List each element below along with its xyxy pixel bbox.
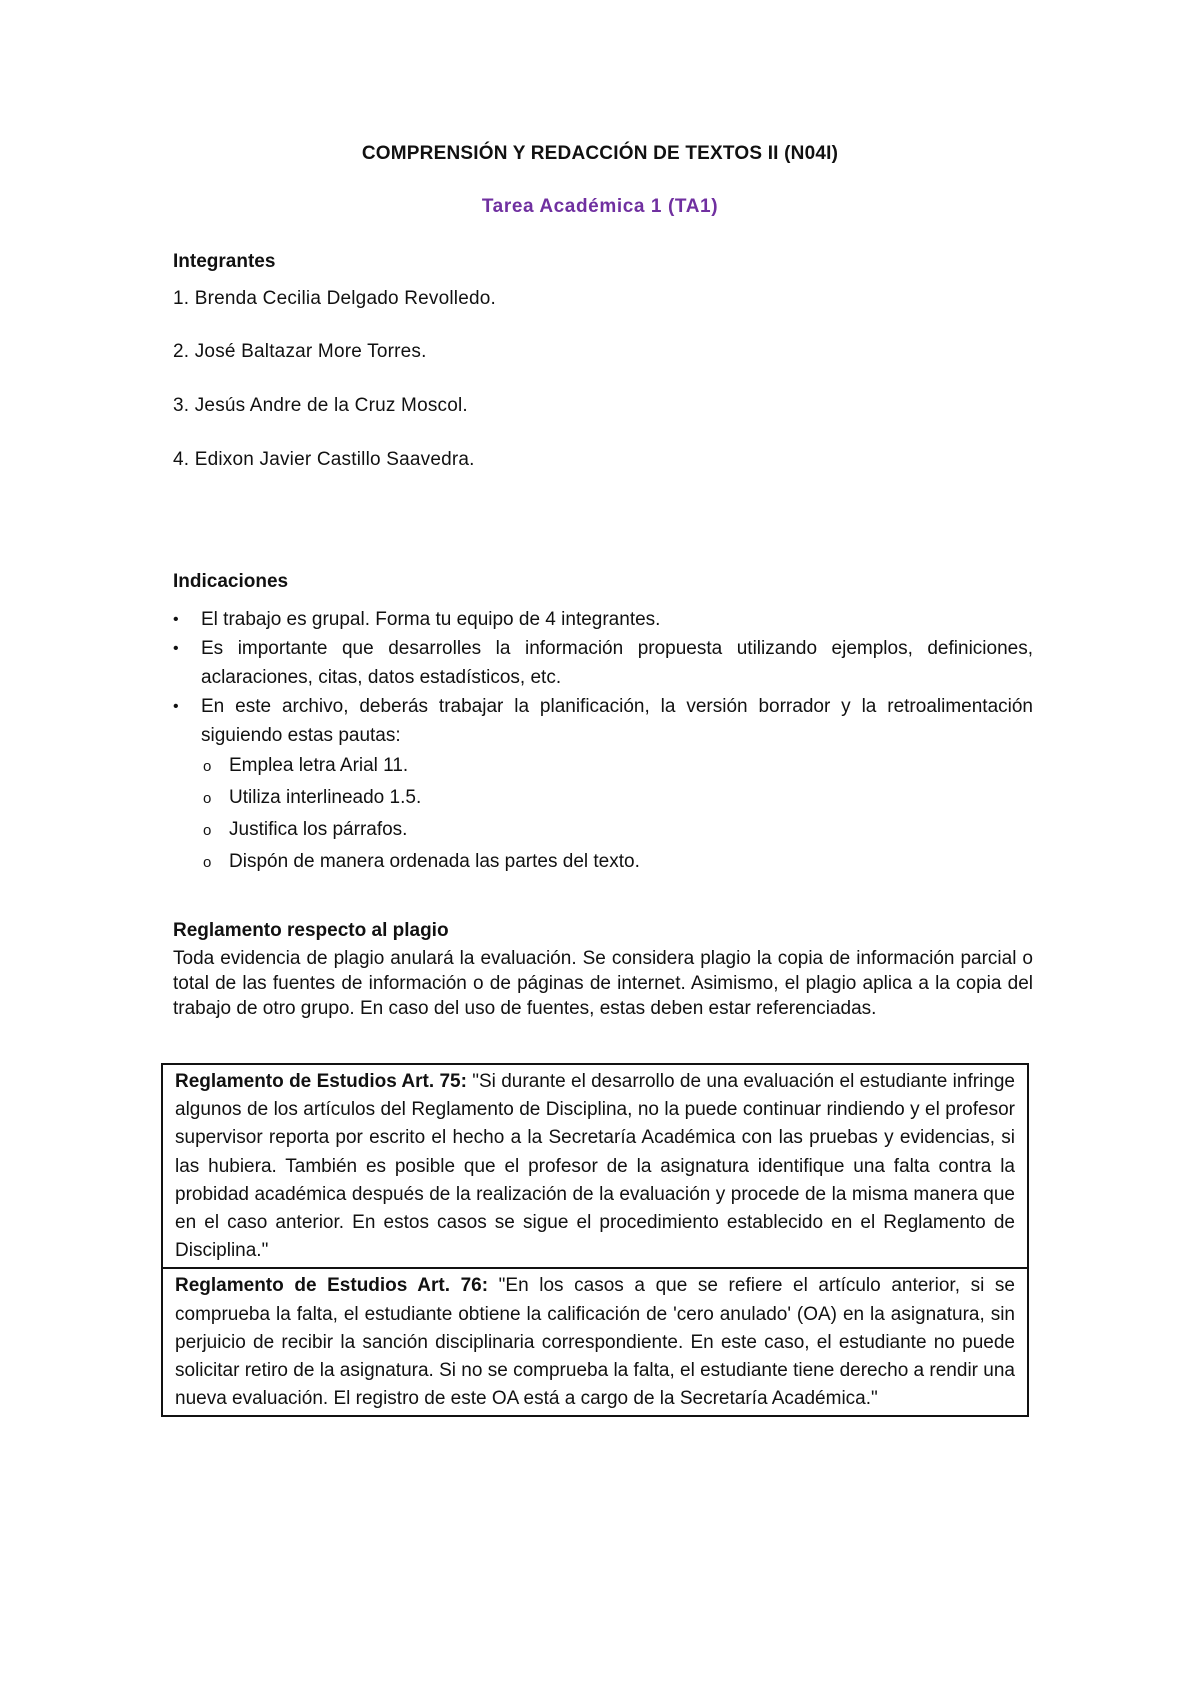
- sub-list-item-text: Justifica los párrafos.: [229, 819, 408, 840]
- list-item-text: Es importante que desarrolles la información propuesta utilizando ejemplos, definiciones, aclaraciones, citas, datos estadísticos, etc.: [201, 638, 1033, 688]
- sub-list-item: [201, 782, 1033, 814]
- bullet-icon: •: [173, 698, 179, 715]
- member-item: 4. Edixon Javier Castillo Saavedra.: [173, 449, 475, 470]
- sub-list-item-text: Emplea letra Arial 11.: [229, 755, 409, 776]
- article-text: "Si durante el desarrollo de una evaluación el estudiante infringe algunos de los artículos del Reglamento de Disciplina, no la puede continuar rindiendo y el profesor supervisor reporta por escrito el hecho a la Secretaría Académica con las pruebas y evidencias, si las hubiera. También es posible que el profesor de la asignatura identifique una falta contra la probidad académica después de la realización de la evaluación y procede de la misma manera que en el caso anterior. En estos casos se sigue el procedimiento establecido en el Reglamento de Disciplina.": [175, 1071, 1015, 1262]
- list-item: [173, 692, 1033, 878]
- article-label: Reglamento de Estudios Art. 76:: [175, 1275, 489, 1297]
- list-item-text: En este archivo, deberás trabajar la planificación, la versión borrador y la retroalimentación siguiendo estas pautas:: [201, 696, 1033, 746]
- bullet-icon: •: [173, 640, 179, 657]
- integrantes-heading: Integrantes: [173, 251, 276, 272]
- article-label: Reglamento de Estudios Art. 75:: [175, 1071, 467, 1092]
- bullet-icon: •: [173, 611, 179, 628]
- member-item: 3. Jesús Andre de la Cruz Moscol.: [173, 395, 468, 416]
- list-item-text: El trabajo es grupal. Forma tu equipo de 4 integrantes.: [201, 609, 661, 630]
- sub-list-item-text: Utiliza interlineado 1.5.: [229, 787, 422, 808]
- circle-bullet-icon: o: [203, 758, 212, 775]
- list-item: [173, 605, 1033, 634]
- circle-bullet-icon: o: [203, 854, 212, 871]
- indicaciones-heading: Indicaciones: [173, 571, 289, 592]
- circle-bullet-icon: o: [203, 822, 212, 839]
- pautas-list: [201, 750, 1033, 878]
- reglamento-article-75: [163, 1065, 1027, 1267]
- plagio-heading: Reglamento respecto al plagio: [173, 920, 449, 941]
- sub-list-item-text: Dispón de manera ordenada las partes del texto.: [229, 851, 640, 872]
- sub-list-item: [201, 814, 1033, 846]
- sub-list-item: [201, 846, 1033, 878]
- sub-list-item: [201, 750, 1033, 782]
- list-item: [173, 634, 1033, 692]
- circle-bullet-icon: o: [203, 790, 212, 807]
- reglamento-box: [161, 1063, 1029, 1417]
- document-title: COMPRENSIÓN Y REDACCIÓN DE TEXTOS II (N04I): [361, 143, 839, 164]
- reglamento-article-76: [163, 1267, 1027, 1415]
- plagio-paragraph: Toda evidencia de plagio anulará la evaluación. Se considera plagio la copia de información parcial o total de las fuentes de información o de páginas de internet. Asimismo, el plagio aplica a la copia del trabajo de otro grupo. En caso del uso de fuentes, estas deben estar referenciadas.: [173, 948, 1033, 1019]
- document-subtitle: Tarea Académica 1 (TA1): [481, 196, 719, 217]
- article-text: "En los casos a que se refiere el artículo anterior, si se comprueba la falta, el estudiante obtiene la calificación de 'cero anulado' (OA) en la asignatura, sin perjuicio de recibir la sanción disciplinaria correspondiente. En este caso, el estudiante no puede solicitar retiro de la asignatura. Si no se comprueba la falta, el estudiante tiene derecho a rendir una nueva evaluación. El registro de este OA está a cargo de la Secretaría Académica.": [175, 1275, 1015, 1410]
- member-item: 2. José Baltazar More Torres.: [173, 341, 427, 362]
- member-item: 1. Brenda Cecilia Delgado Revolledo.: [173, 288, 497, 309]
- indicaciones-list: [173, 605, 1033, 878]
